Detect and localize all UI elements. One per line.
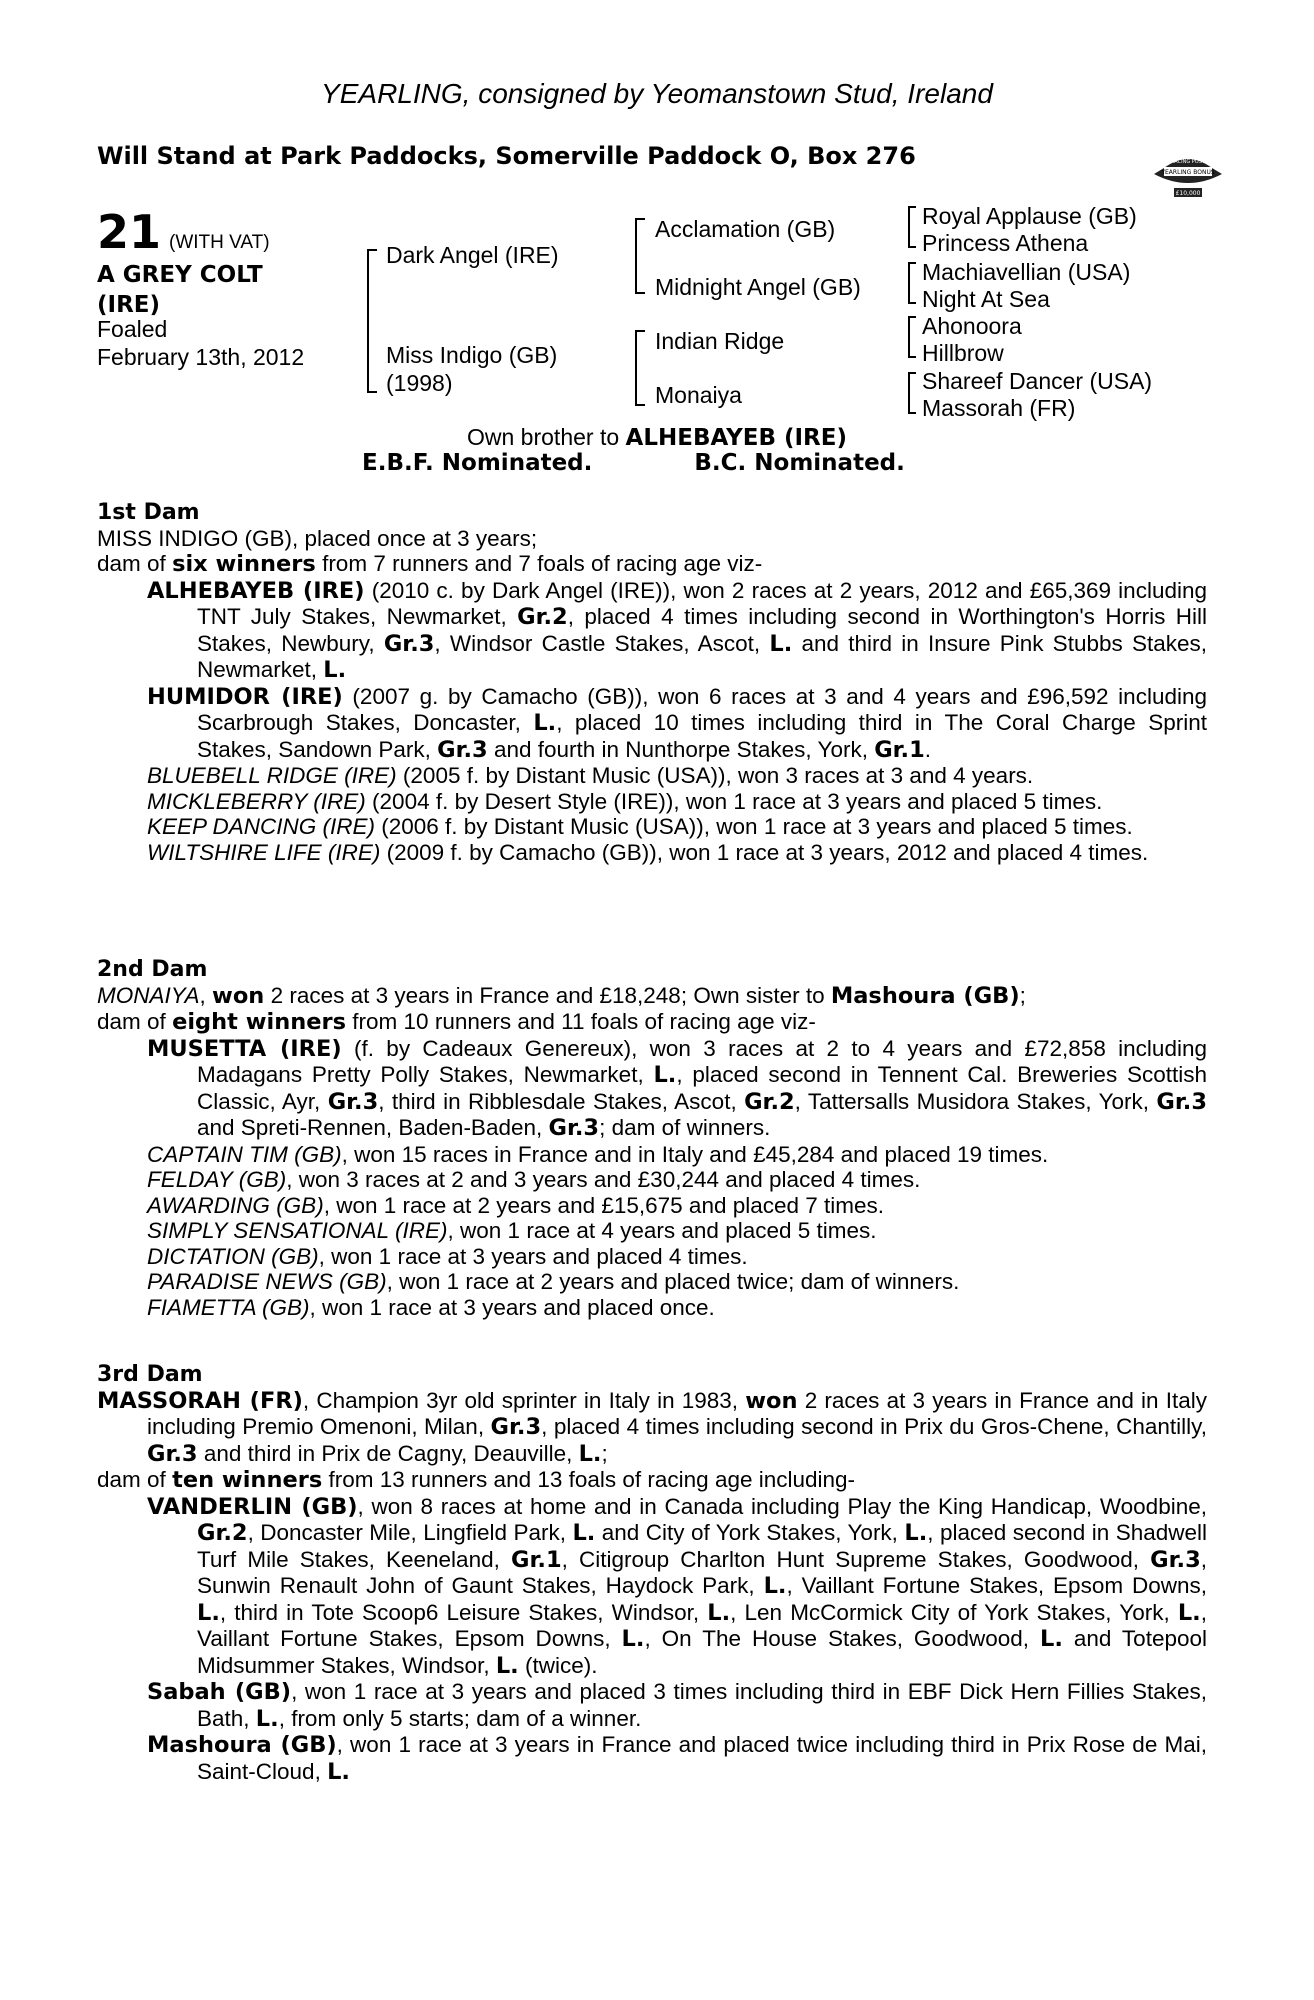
third-dam-section [97, 1362, 1207, 1785]
dsd: Hillbrow [922, 340, 1004, 366]
first-dam-section [97, 500, 1207, 865]
third-dam-produce-line: dam of ten winners from 13 runners and 13 foals of racing age including- [97, 1467, 856, 1493]
third-dam-heading: 3rd Dam [97, 1362, 203, 1387]
sire-sire: Acclamation (GB) [655, 216, 836, 242]
produce-entry: Sabah (GB), won 1 race at 3 years and placed 3 times including third in EBF Dick Hern Fillies Stakes, Bath, L., from only 5 starts; dam of a winner. [147, 1679, 1207, 1732]
first-dam-line: MISS INDIGO (GB), placed once at 3 years; [97, 525, 538, 551]
produce-entry: VANDERLIN (GB), won 8 races at home and in Canada including Play the King Handicap, Woodbine, Gr.2, Doncaster Mile, Lingfield Park, L. and City of York Stakes, York, L., placed second in Shadwell Turf Mile Stakes, Keeneland, Gr.1, Citigroup Charlton Hunt Supreme Stakes, Goodwood, Gr.3, Sunwin Renault John of Gaunt Stakes, Haydock Park, L., Vaillant Fortune Stakes, Epsom Downs, L., third in Tote Scoop6 Leisure Stakes, Windsor, L., Len McCormick City of York Stakes, York, L., Vaillant Fortune Stakes, Epsom Downs, L., On The House Stakes, Goodwood, L. and Totepool Midsummer Stakes, Windsor, L. (twice). [147, 1493, 1208, 1679]
foaled-value: February 13th, 2012 [97, 344, 305, 370]
vat-label: (WITH VAT) [169, 232, 270, 253]
yearling-bonus-badge [1150, 148, 1226, 200]
produce-entry: MICKLEBERRY (IRE) (2004 f. by Desert Style (IRE)), won 1 race at 3 years and placed 5 times. [147, 788, 1103, 814]
sss: Royal Applause (GB) [922, 203, 1137, 229]
dam-sire: Indian Ridge [655, 328, 785, 354]
badge-mid-text: YEARLING BONUS [1161, 169, 1215, 176]
ebf-nominated: E.B.F. Nominated. [362, 450, 593, 476]
first-dam-produce-line: dam of six winners from 7 runners and 7 foals of racing age viz- [97, 551, 763, 577]
produce-entry: WILTSHIRE LIFE (IRE) (2009 f. by Camacho (GB)), won 1 race at 3 years, 2012 and placed 4 times. [147, 839, 1149, 865]
produce-entry: DICTATION (GB), won 1 race at 3 years and placed 4 times. [147, 1243, 748, 1269]
catalogue-header: YEARLING, consigned by Yeomanstown Stud, Ireland [321, 78, 993, 109]
lot-number: 21 [97, 205, 162, 259]
produce-entry: FIAMETTA (GB), won 1 race at 3 years and placed once. [147, 1294, 715, 1320]
produce-entry: KEEP DANCING (IRE) (2006 f. by Distant Music (USA)), won 1 race at 3 years and placed 5 times. [147, 814, 1133, 839]
produce-entry: CAPTAIN TIM (GB), won 15 races in France and in Italy and £45,284 and placed 19 times. [147, 1141, 1049, 1167]
third-dam-line: MASSORAH (FR), Champion 3yr old sprinter in Italy in 1983, won 2 races at 3 years in France and in Italy including Premio Omenoni, Milan, Gr.3, placed 4 times including second in Prix du Gros-Chene, Chantilly, Gr.3 and third in Prix de Cagny, Deauville, L.; [97, 1387, 1207, 1467]
nominations [362, 449, 905, 476]
produce-entry: BLUEBELL RIDGE (IRE) (2005 f. by Distant Music (USA)), won 3 races at 3 and 4 years. [147, 763, 1034, 788]
pedigree-brace-ds [908, 316, 916, 358]
pedigree-brace-sire [635, 218, 645, 294]
dam-year: (1998) [386, 370, 453, 396]
dds: Shareef Dancer (USA) [922, 368, 1153, 394]
badge-amount-text: £10,000 [1175, 190, 1201, 197]
produce-entry: HUMIDOR (IRE) (2007 g. by Camacho (GB)), won 6 races at 3 and 4 years and £96,592 including Scarbrough Stakes, Doncaster, L., placed 10 times including third in The Coral Charge Sprint Stakes, Sandown Park, Gr.3 and fourth in Nunthorpe Stakes, York, Gr.1. [147, 683, 1207, 763]
pedigree-brace-dam [635, 330, 645, 406]
brother-name: ALHEBAYEB (IRE) [625, 425, 847, 451]
foaled-label: Foaled [97, 316, 168, 342]
pedigree-brace-ss [908, 206, 916, 248]
produce-entry: Mashoura (GB), won 1 race at 3 years in France and placed twice including third in Prix Rose de Mai, Saint-Cloud, L. [147, 1732, 1207, 1785]
produce-entry: MUSETTA (IRE) (f. by Cadeaux Genereux), won 3 races at 2 to 4 years and £72,858 including Madagans Pretty Polly Stakes, Newmarket, L., placed second in Tennent Cal. Breweries Scottish Classic, Ayr, Gr.3, third in Ribblesdale Stakes, Ascot, Gr.2, Tattersalls Musidora Stakes, York, Gr.3 and Spreti-Rennen, Baden-Baden, Gr.3; dam of winners. [147, 1035, 1207, 1141]
produce-entry: AWARDING (GB), won 1 race at 2 years and £15,675 and placed 7 times. [147, 1192, 885, 1218]
stand-location: Will Stand at Park Paddocks, Somerville Paddock O, Box 276 [97, 142, 916, 170]
own-brother-line: Own brother to ALHEBAYEB (IRE) [467, 424, 847, 451]
sds: Machiavellian (USA) [922, 259, 1131, 285]
ssd: Princess Athena [922, 230, 1089, 256]
second-dam-produce-line: dam of eight winners from 10 runners and 11 foals of racing age viz- [97, 1009, 816, 1035]
lot-desc-line2: (IRE) [97, 292, 161, 318]
sdd: Night At Sea [922, 286, 1050, 312]
badge-top-text: RACING POST [1171, 159, 1205, 165]
second-dam-line: MONAIYA, won 2 races at 3 years in France and £18,248; Own sister to Mashoura (GB); [97, 982, 1026, 1009]
lot-number-block [97, 205, 270, 259]
bc-nominated: B.C. Nominated. [694, 450, 905, 476]
produce-entry: SIMPLY SENSATIONAL (IRE), won 1 race at 4 years and placed 5 times. [147, 1218, 877, 1243]
produce-entry: FELDAY (GB), won 3 races at 2 and 3 years and £30,244 and placed 4 times. [147, 1167, 921, 1192]
sire-dam: Midnight Angel (GB) [655, 274, 861, 300]
ddd: Massorah (FR) [922, 395, 1076, 421]
lot-desc-line1: A GREY COLT [97, 262, 263, 288]
pedigree-brace-dd [908, 372, 916, 414]
produce-entry: PARADISE NEWS (GB), won 1 race at 2 years and placed twice; dam of winners. [147, 1269, 960, 1294]
pedigree-brace-sd [908, 262, 916, 304]
pedigree-brace-main [367, 249, 377, 393]
dam: Miss Indigo (GB) [386, 342, 558, 368]
sire: Dark Angel (IRE) [386, 242, 559, 268]
second-dam-heading: 2nd Dam [97, 957, 208, 982]
dss: Ahonoora [922, 313, 1022, 339]
first-dam-heading: 1st Dam [97, 500, 200, 525]
lot-description [97, 260, 263, 320]
foaled-date [97, 315, 304, 371]
second-dam-section [97, 957, 1207, 1320]
produce-entry: ALHEBAYEB (IRE) (2010 c. by Dark Angel (IRE)), won 2 races at 2 years, 2012 and £65,369 including TNT July Stakes, Newmarket, Gr.2, placed 4 times including second in Worthington's Horris Hill Stakes, Newbury, Gr.3, Windsor Castle Stakes, Ascot, L. and third in Insure Pink Stubbs Stakes, Newmarket, L. [147, 577, 1207, 683]
dam-dam: Monaiya [655, 382, 742, 408]
